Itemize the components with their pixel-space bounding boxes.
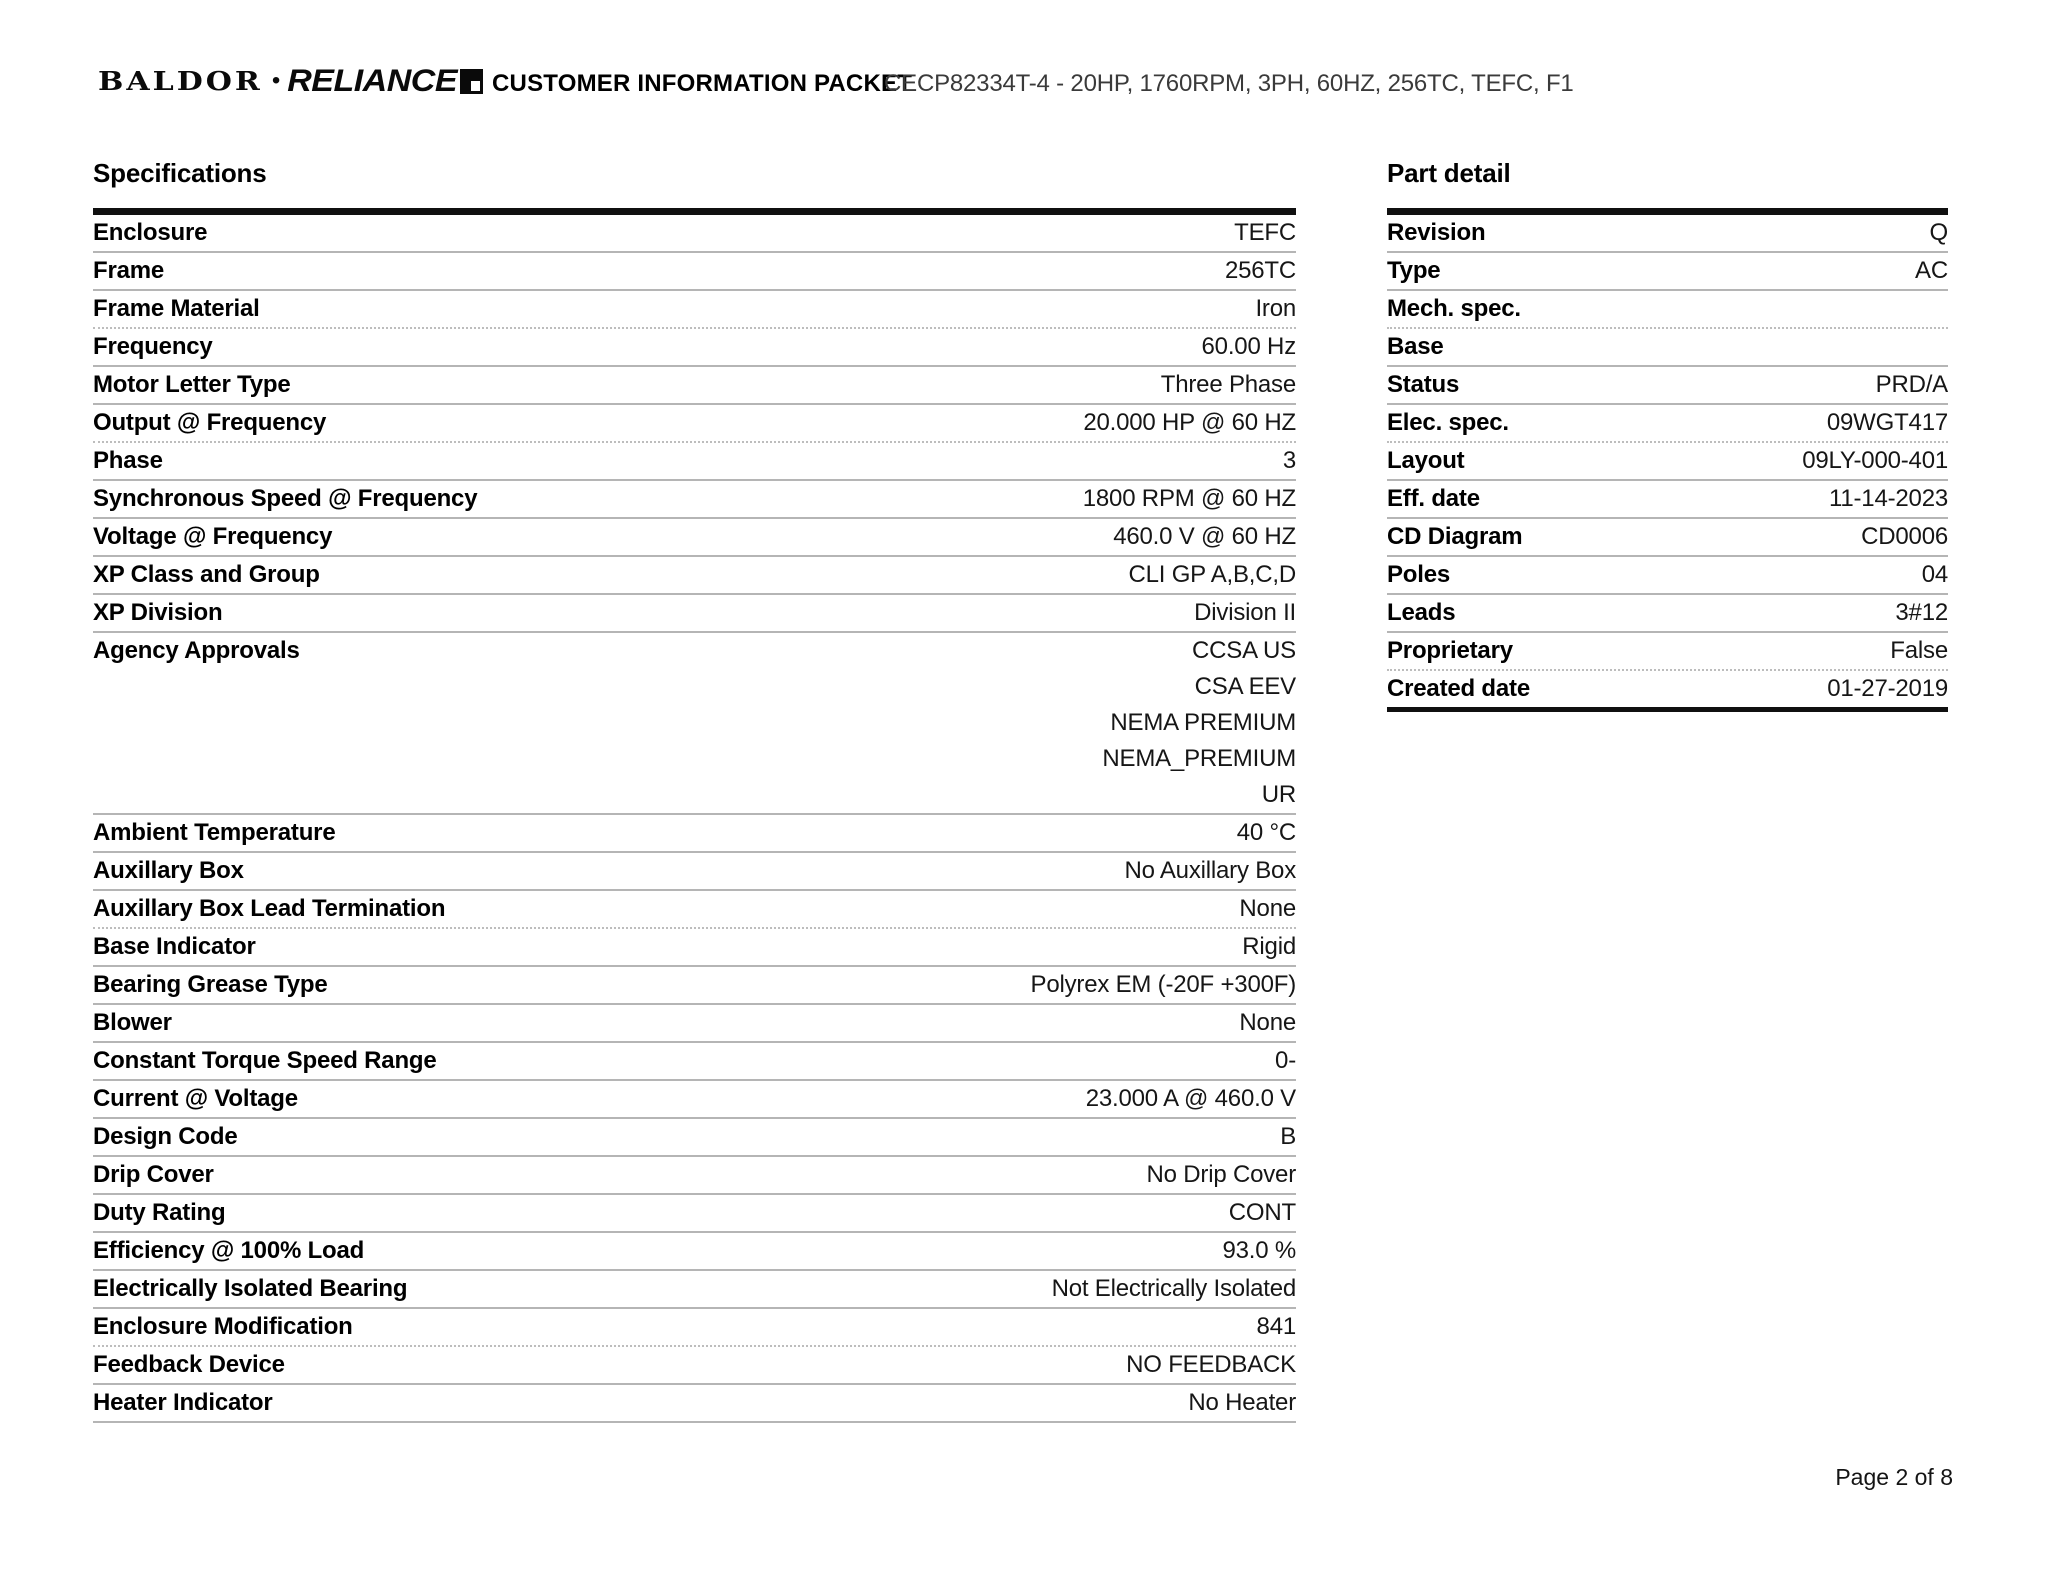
row-values	[1480, 481, 1948, 517]
table-row	[93, 1195, 1296, 1233]
row-values	[298, 1081, 1296, 1117]
row-value: 40 °C	[1236, 819, 1296, 846]
row-value: CONT	[1228, 1199, 1296, 1226]
row-label: Duty Rating	[93, 1199, 226, 1226]
row-values	[300, 633, 1296, 813]
row-value: 04	[1921, 561, 1948, 588]
specifications-section	[93, 158, 1296, 1423]
row-values	[244, 853, 1296, 889]
row-value: None	[1239, 895, 1296, 922]
row-values	[335, 815, 1296, 851]
row-value: 3	[1282, 447, 1296, 474]
table-row	[1387, 329, 1948, 367]
part-detail-table	[1387, 208, 1948, 712]
row-value: NEMA PREMIUM	[1110, 709, 1296, 736]
row-value: No Heater	[1188, 1389, 1296, 1416]
row-value: AC	[1915, 257, 1948, 284]
row-label: Ambient Temperature	[93, 819, 336, 846]
table-row	[93, 329, 1296, 367]
table-row	[93, 1157, 1296, 1195]
row-label: Voltage @ Frequency	[93, 523, 333, 550]
table-row	[93, 815, 1296, 853]
table-row	[1387, 291, 1948, 329]
row-value: None	[1239, 1009, 1296, 1036]
table-row	[93, 1081, 1296, 1119]
row-value: Rigid	[1242, 933, 1296, 960]
row-label: CD Diagram	[1387, 523, 1523, 550]
row-value: UR	[1261, 781, 1296, 808]
row-label: Bearing Grease Type	[93, 971, 328, 998]
table-row	[1387, 253, 1948, 291]
row-label: Frame Material	[93, 295, 260, 322]
row-values	[260, 291, 1296, 327]
row-values	[1440, 253, 1948, 289]
specifications-title: Specifications	[93, 158, 267, 188]
row-values	[1509, 405, 1948, 441]
table-row	[1387, 481, 1948, 519]
row-value: 20.000 HP @ 60 HZ	[1083, 409, 1296, 436]
row-value: 93.0 %	[1222, 1237, 1296, 1264]
page-number: Page 2 of 8	[1835, 1464, 1953, 1490]
row-values	[1522, 519, 1948, 555]
row-values	[1455, 595, 1948, 631]
logo-reliance-text: RELIANCE	[287, 63, 458, 99]
table-row	[1387, 633, 1948, 671]
part-detail-title: Part detail	[1387, 158, 1511, 188]
row-label: Phase	[93, 447, 163, 474]
row-value: False	[1890, 637, 1948, 664]
row-value: CLI GP A,B,C,D	[1128, 561, 1296, 588]
row-value: PRD/A	[1875, 371, 1948, 398]
row-value: 11-14-2023	[1829, 485, 1948, 512]
table-row	[93, 929, 1296, 967]
table-row	[93, 1385, 1296, 1423]
row-label: Revision	[1387, 219, 1486, 246]
table-row	[93, 443, 1296, 481]
row-label: Output @ Frequency	[93, 409, 327, 436]
row-label: Frequency	[93, 333, 213, 360]
table-row	[93, 1233, 1296, 1271]
row-label: Agency Approvals	[93, 637, 300, 664]
row-values	[207, 215, 1296, 251]
row-value: 256TC	[1224, 257, 1296, 284]
row-value: TEFC	[1234, 219, 1296, 246]
document-title: CUSTOMER INFORMATION PACKET	[492, 70, 913, 97]
row-values	[437, 1043, 1296, 1079]
table-row	[93, 853, 1296, 891]
row-value: CD0006	[1861, 523, 1948, 550]
table-row	[1387, 405, 1948, 443]
table-row	[93, 481, 1296, 519]
row-values	[332, 519, 1296, 555]
row-value: 23.000 A @ 460.0 V	[1085, 1085, 1296, 1112]
row-value: No Drip Cover	[1146, 1161, 1296, 1188]
row-values	[237, 1119, 1296, 1155]
row-value: NEMA_PREMIUM	[1102, 745, 1296, 772]
table-row	[93, 633, 1296, 815]
row-label: Created date	[1387, 675, 1530, 702]
row-label: Mech. spec.	[1387, 295, 1521, 322]
row-values	[285, 1347, 1296, 1383]
row-value: Division II	[1194, 599, 1296, 626]
table-row	[93, 891, 1296, 929]
row-value: CSA EEV	[1194, 673, 1296, 700]
specifications-table	[93, 208, 1296, 1423]
table-row	[1387, 671, 1948, 707]
table-row	[93, 1347, 1296, 1385]
row-values	[225, 1195, 1296, 1231]
row-values	[353, 1309, 1296, 1345]
row-value: CCSA US	[1192, 637, 1296, 664]
row-values	[364, 1233, 1296, 1269]
table-row	[1387, 443, 1948, 481]
row-label: Type	[1387, 257, 1441, 284]
row-label: Constant Torque Speed Range	[93, 1047, 437, 1074]
table-row	[1387, 557, 1948, 595]
row-values	[326, 405, 1296, 441]
table-row	[93, 405, 1296, 443]
part-summary-text: CECP82334T-4 - 20HP, 1760RPM, 3PH, 60HZ, 256TC, TEFC, F1	[884, 70, 1574, 97]
row-label: Eff. date	[1387, 485, 1480, 512]
row-label: Efficiency @ 100% Load	[93, 1237, 365, 1264]
row-values	[1485, 215, 1948, 251]
row-values	[320, 557, 1296, 593]
baldor-reliance-logo	[98, 62, 483, 100]
row-label: Heater Indicator	[93, 1389, 273, 1416]
row-value: Q	[1929, 219, 1948, 246]
row-value	[1521, 291, 1948, 327]
row-label: Motor Letter Type	[93, 371, 291, 398]
row-label: Auxillary Box Lead Termination	[93, 895, 446, 922]
row-value: 09WGT417	[1826, 409, 1948, 436]
row-values	[163, 443, 1296, 479]
row-label: Frame	[93, 257, 165, 284]
row-value: 3#12	[1895, 599, 1948, 626]
row-value: 60.00 Hz	[1201, 333, 1296, 360]
table-row	[1387, 519, 1948, 557]
row-label: Synchronous Speed @ Frequency	[93, 485, 478, 512]
row-label: Blower	[93, 1009, 172, 1036]
row-label: Leads	[1387, 599, 1456, 626]
row-values	[256, 929, 1296, 965]
row-label: Proprietary	[1387, 637, 1513, 664]
row-label: Enclosure Modification	[93, 1313, 353, 1340]
row-values	[214, 1157, 1296, 1193]
row-value: 0-	[1275, 1047, 1296, 1074]
row-label: Auxillary Box	[93, 857, 244, 884]
reliance-trademark-icon	[460, 69, 483, 94]
row-label: Feedback Device	[93, 1351, 285, 1378]
row-label: Electrically Isolated Bearing	[93, 1275, 408, 1302]
row-values	[291, 367, 1297, 403]
row-values	[1459, 367, 1948, 403]
row-values	[407, 1271, 1296, 1307]
row-value: 01-27-2019	[1827, 675, 1948, 702]
table-row	[1387, 595, 1948, 633]
row-value: 841	[1256, 1313, 1296, 1340]
row-value: 09LY-000-401	[1802, 447, 1948, 474]
table-row	[93, 1119, 1296, 1157]
row-value: 1800 RPM @ 60 HZ	[1082, 485, 1296, 512]
table-row	[93, 1043, 1296, 1081]
row-label: Design Code	[93, 1123, 238, 1150]
logo-baldor-text: BALDOR	[98, 65, 263, 97]
table-row	[1387, 215, 1948, 253]
row-label: XP Division	[93, 599, 223, 626]
row-values	[1521, 291, 1948, 327]
row-value: NO FEEDBACK	[1126, 1351, 1296, 1378]
logo-bullet-icon: •	[271, 67, 281, 94]
row-label: Base	[1387, 333, 1444, 360]
row-values	[445, 891, 1296, 927]
row-label: XP Class and Group	[93, 561, 320, 588]
table-row	[93, 557, 1296, 595]
row-values	[1530, 671, 1948, 707]
row-label: Elec. spec.	[1387, 409, 1509, 436]
row-value: 460.0 V @ 60 HZ	[1113, 523, 1296, 550]
row-label: Layout	[1387, 447, 1465, 474]
part-detail-section	[1387, 158, 1948, 712]
row-value: B	[1280, 1123, 1296, 1150]
row-values	[222, 595, 1296, 631]
table-row	[93, 367, 1296, 405]
row-label: Poles	[1387, 561, 1451, 588]
row-values	[273, 1385, 1296, 1421]
table-row	[93, 215, 1296, 253]
row-label: Enclosure	[93, 219, 208, 246]
row-label: Drip Cover	[93, 1161, 214, 1188]
row-values	[1444, 329, 1948, 365]
row-value	[1444, 329, 1948, 365]
row-value: Polyrex EM (-20F +300F)	[1030, 971, 1296, 998]
table-row	[1387, 367, 1948, 405]
table-row	[93, 595, 1296, 633]
row-value: Three Phase	[1160, 371, 1296, 398]
row-values	[1513, 633, 1948, 669]
row-values	[172, 1005, 1296, 1041]
table-row	[93, 1309, 1296, 1347]
table-row	[93, 519, 1296, 557]
row-label: Status	[1387, 371, 1460, 398]
row-values	[328, 967, 1296, 1003]
row-value: Iron	[1255, 295, 1296, 322]
table-row	[93, 1271, 1296, 1309]
table-row	[93, 253, 1296, 291]
row-label: Current @ Voltage	[93, 1085, 298, 1112]
row-values	[164, 253, 1296, 289]
table-row	[93, 1005, 1296, 1043]
reliance-trademark-notch	[471, 81, 480, 91]
row-values	[1464, 443, 1948, 479]
row-values	[477, 481, 1296, 517]
row-value: Not Electrically Isolated	[1051, 1275, 1296, 1302]
table-row	[93, 291, 1296, 329]
table-row	[93, 967, 1296, 1005]
row-values	[1450, 557, 1948, 593]
row-label: Base Indicator	[93, 933, 256, 960]
row-value: No Auxillary Box	[1124, 857, 1296, 884]
row-values	[213, 329, 1296, 365]
